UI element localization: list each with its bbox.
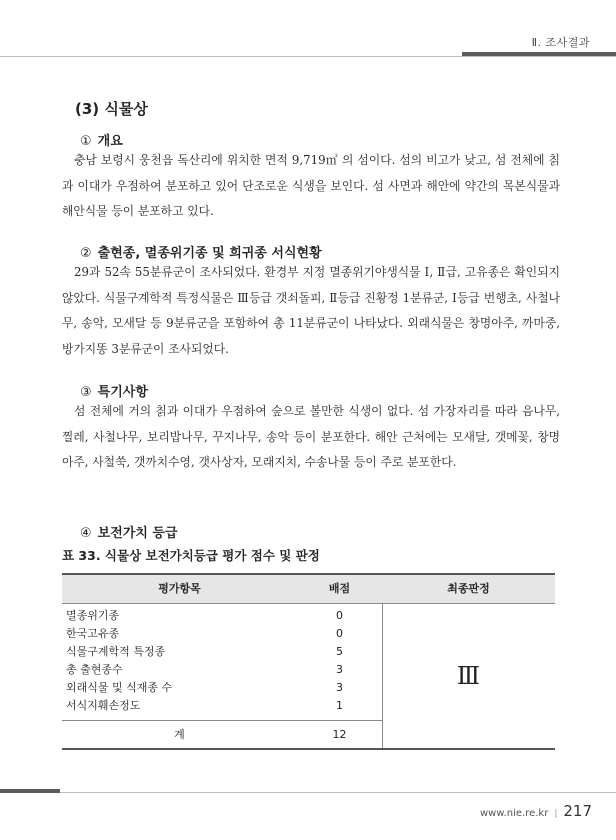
subsection-title-grade [80, 522, 178, 541]
header-cell-final: 최종판정 [447, 582, 490, 595]
paragraph-overview: 충남 보령시 웅천읍 독산리에 위치한 면적 9,719㎡ 의 섬이다. 섬의 비고가 낮고, 섬 전체에 칡과 이대가 우점하여 분포하고 있어 단조로운 식생을 보인다. 섬 사면과 해안에 약간의 목본식물과 해안식물 등이 분포하고 있다. [62, 153, 560, 218]
row-item: 총 출현종수 [66, 663, 123, 676]
section-title: (3) 식물상 [75, 100, 148, 118]
table-header-row [62, 575, 555, 604]
footer-accent-bar [0, 789, 60, 793]
row-item: 서식지훼손정도 [66, 699, 141, 712]
row-item: 한국고유종 [66, 627, 120, 640]
paragraph-notes: 섬 전체에 거의 칡과 이대가 우점하여 숲으로 볼만한 식생이 없다. 섬 가장자리를 따라 음나무, 찔레, 사철나무, 보리밥나무, 꾸지나무, 송악 등이 분포한다. 해안 근처에는 모새달, 갯메꽃, 창명아주, 사철쑥, 갯까치수영, 갯사상자, 모래지치, 수송나물 등이 주로 분포한다. [62, 404, 560, 469]
header-cell-item: 평가항목 [158, 582, 201, 595]
row-score: 0 [336, 609, 343, 622]
table-caption: 표 33. 식물상 보전가치등급 평가 점수 및 판정 [62, 548, 320, 563]
subsection-title-notes [80, 381, 148, 400]
row-score: 5 [336, 645, 343, 658]
subsection-label: 출현종, 멸종위기종 및 희귀종 서식현황 [97, 246, 322, 261]
footer-rule [0, 792, 616, 793]
footer-separator: | [554, 809, 558, 819]
page-footer [480, 802, 592, 820]
subsection-title-overview [80, 130, 123, 149]
row-score: 0 [336, 627, 343, 640]
subsection-title-species [80, 242, 322, 261]
final-grade: Ⅲ [456, 662, 481, 690]
table-row [62, 607, 382, 625]
header-accent-bar [462, 52, 616, 56]
row-item: 멸종위기종 [66, 609, 120, 622]
table-bottom-rule [62, 748, 555, 750]
chapter-label: Ⅱ. 조사결과 [531, 36, 590, 49]
row-item: 외래식물 및 식재종 수 [66, 681, 173, 694]
subsection-label: 특기사항 [97, 385, 148, 400]
row-score: 1 [336, 699, 343, 712]
header-cell-score: 배점 [328, 582, 351, 595]
table-row [62, 661, 382, 679]
subsection-number: ④ [80, 526, 92, 541]
total-value: 12 [332, 728, 347, 741]
footer-site: www.nie.re.kr [479, 808, 549, 819]
page-number: 217 [563, 802, 592, 820]
row-item: 식물구계학적 특정종 [66, 645, 166, 658]
subsection-number: ② [80, 246, 92, 261]
table-row [62, 625, 382, 643]
total-label: 계 [174, 728, 185, 741]
subsection-number: ① [80, 134, 92, 149]
subsection-label: 개요 [97, 134, 123, 149]
row-score: 3 [336, 663, 343, 676]
column-divider [382, 720, 383, 748]
table-row [62, 643, 382, 661]
header-rule [0, 56, 616, 57]
subsection-number: ③ [80, 385, 92, 400]
total-row [62, 721, 382, 748]
table-row [62, 679, 382, 697]
row-score: 3 [336, 681, 343, 694]
paragraph-species: 29과 52속 55분류군이 조사되었다. 환경부 지정 멸종위기야생식물 Ⅰ, Ⅱ급, 고유종은 확인되지 않았다. 식물구계학적 특정식물은 Ⅲ등급 갯쇠돌피, Ⅱ등급 진황정 1분류군, Ⅰ등급 번행초, 사철나무, 송악, 모새달 등 9분류군을 포함하여 총 11분류군이 나타났다. 외래식물은 창명아주, 까마중, 방가지똥 3분류군이 조사되었다. [62, 265, 560, 356]
table-row [62, 697, 382, 715]
evaluation-table [62, 573, 555, 749]
subsection-label: 보전가치 등급 [97, 526, 178, 541]
